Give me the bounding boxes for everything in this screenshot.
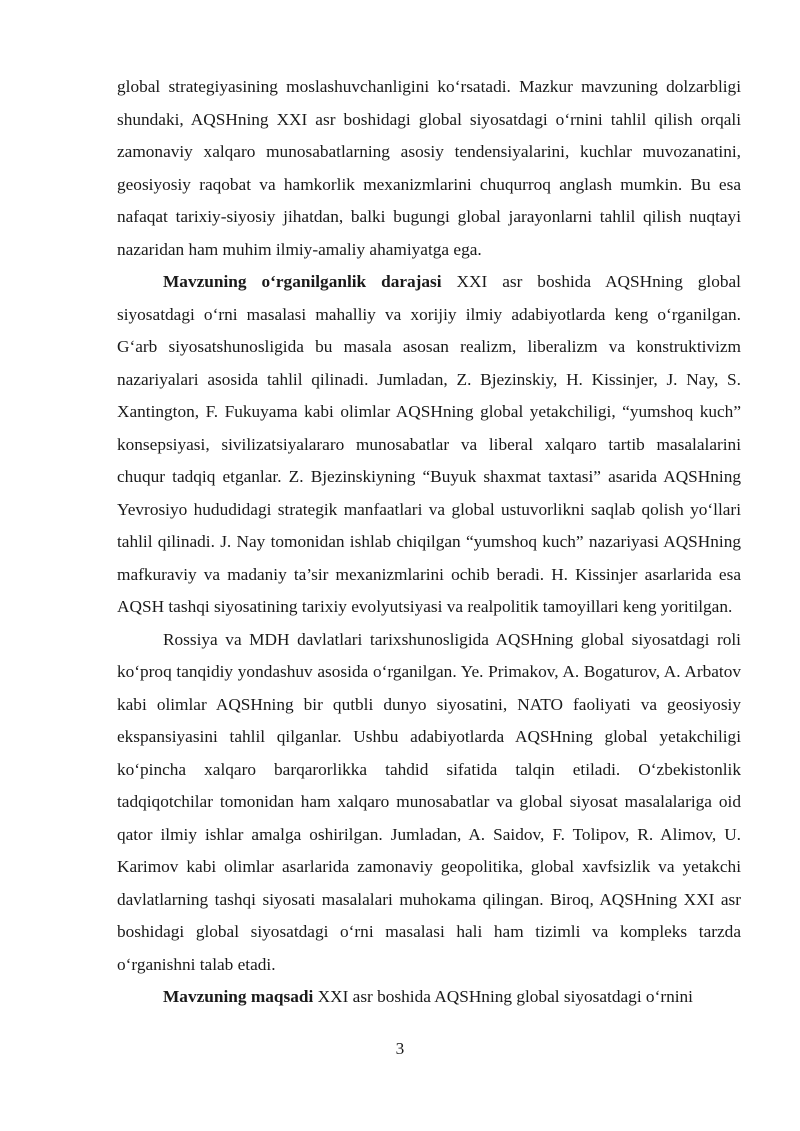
paragraph-study-level — [117, 266, 741, 624]
paragraph-heading: Mavzuning maqsadi — [163, 987, 314, 1006]
body-text — [117, 71, 741, 1014]
paragraph-continuation — [117, 71, 741, 266]
paragraph-historiography — [117, 624, 741, 982]
paragraph-text: XXI asr boshida AQSHning global siyosatdagi oʻrni masalasi mahalliy va xorijiy ilmiy adabiyotlarda keng oʻrganilgan. Gʻarb siyosatshunosligida bu masala asosan realizm, liberalizm va konstruktivizm nazariyalari asosida tahlil qilinadi. Jumladan, Z. Bjezinskiy, H. Kissinjer, J. Nay, S. Xantington, F. Fukuyama kabi olimlar AQSHning global yetakchiligi, “yumshoq kuch” konsepsiyasi, sivilizatsiyalararo munosabatlar va liberal xalqaro tartib masalalarini chuqur tadqiq etganlar. Z. Bjezinskiyning “Buyuk shaxmat taxtasi” asarida AQSHning Yevrosiyo hududidagi strategik manfaatlari va global ustuvorlikni saqlab qolish yoʻllari tahlil qilinadi. J. Nay tomonidan ishlab chiqilgan “yumshoq kuch” nazariyasi AQSHning mafkuraviy va madaniy ta’sir mexanizmlarini ochib beradi. H. Kissinjer asarlarida esa AQSH tashqi siyosatining tarixiy evolyutsiyasi va realpolitik tamoyillari keng yoritilgan. — [117, 272, 741, 616]
paragraph-text: global strategiyasining moslashuvchanligini koʻrsatadi. Mazkur mavzuning dolzarbligi shundaki, AQSHning XXI asr boshidagi global siyosatdagi oʻrnini tahlil qilish orqali zamonaviy xalqaro munosabatlarning asosiy tendensiyalarini, kuchlar muvozanatini, geosiyosiy raqobat va hamkorlik mexanizmlarini chuqurroq anglash mumkin. Bu esa nafaqat tarixiy-siyosiy jihatdan, balki bugungi global jarayonlarni tahlil qilish nuqtayi nazaridan ham muhim ilmiy-amaliy ahamiyatga ega. — [117, 77, 741, 259]
page-number: 3 — [395, 1039, 405, 1058]
paragraph-heading: Mavzuning oʻrganilganlik darajasi — [163, 272, 442, 291]
paragraph-goal — [117, 981, 741, 1014]
paragraph-text: XXI asr boshida AQSHning global siyosatdagi oʻrnini — [313, 987, 693, 1006]
paragraph-text: Rossiya va MDH davlatlari tarixshunosligida AQSHning global siyosatdagi roli koʻproq tanqidiy yondashuv asosida oʻrganilgan. Ye. Primakov, A. Bogaturov, A. Arbatov kabi olimlar AQSHning bir qutbli dunyo siyosatini, NATO faoliyati va geosiyosiy ekspansiyasini tahlil qilganlar. Ushbu adabiyotlarda AQSHning global yetakchiligi koʻpincha xalqaro barqarorlikka tahdid sifatida talqin etiladi. Oʻzbekistonlik tadqiqotchilar tomonidan ham xalqaro munosabatlar va global siyosat masalalariga oid qator ilmiy ishlar amalga oshirilgan. Jumladan, A. Saidov, F. Tolipov, R. Alimov, U. Karimov kabi olimlar asarlarida zamonaviy geopolitika, global xavfsizlik va yetakchi davlatlarning tashqi siyosati masalalari muhokama qilingan. Biroq, AQSHning XXI asr boshidagi global siyosatdagi oʻrni masalasi hali ham tizimli va kompleks tarzda oʻrganishni talab etadi. — [117, 629, 741, 974]
